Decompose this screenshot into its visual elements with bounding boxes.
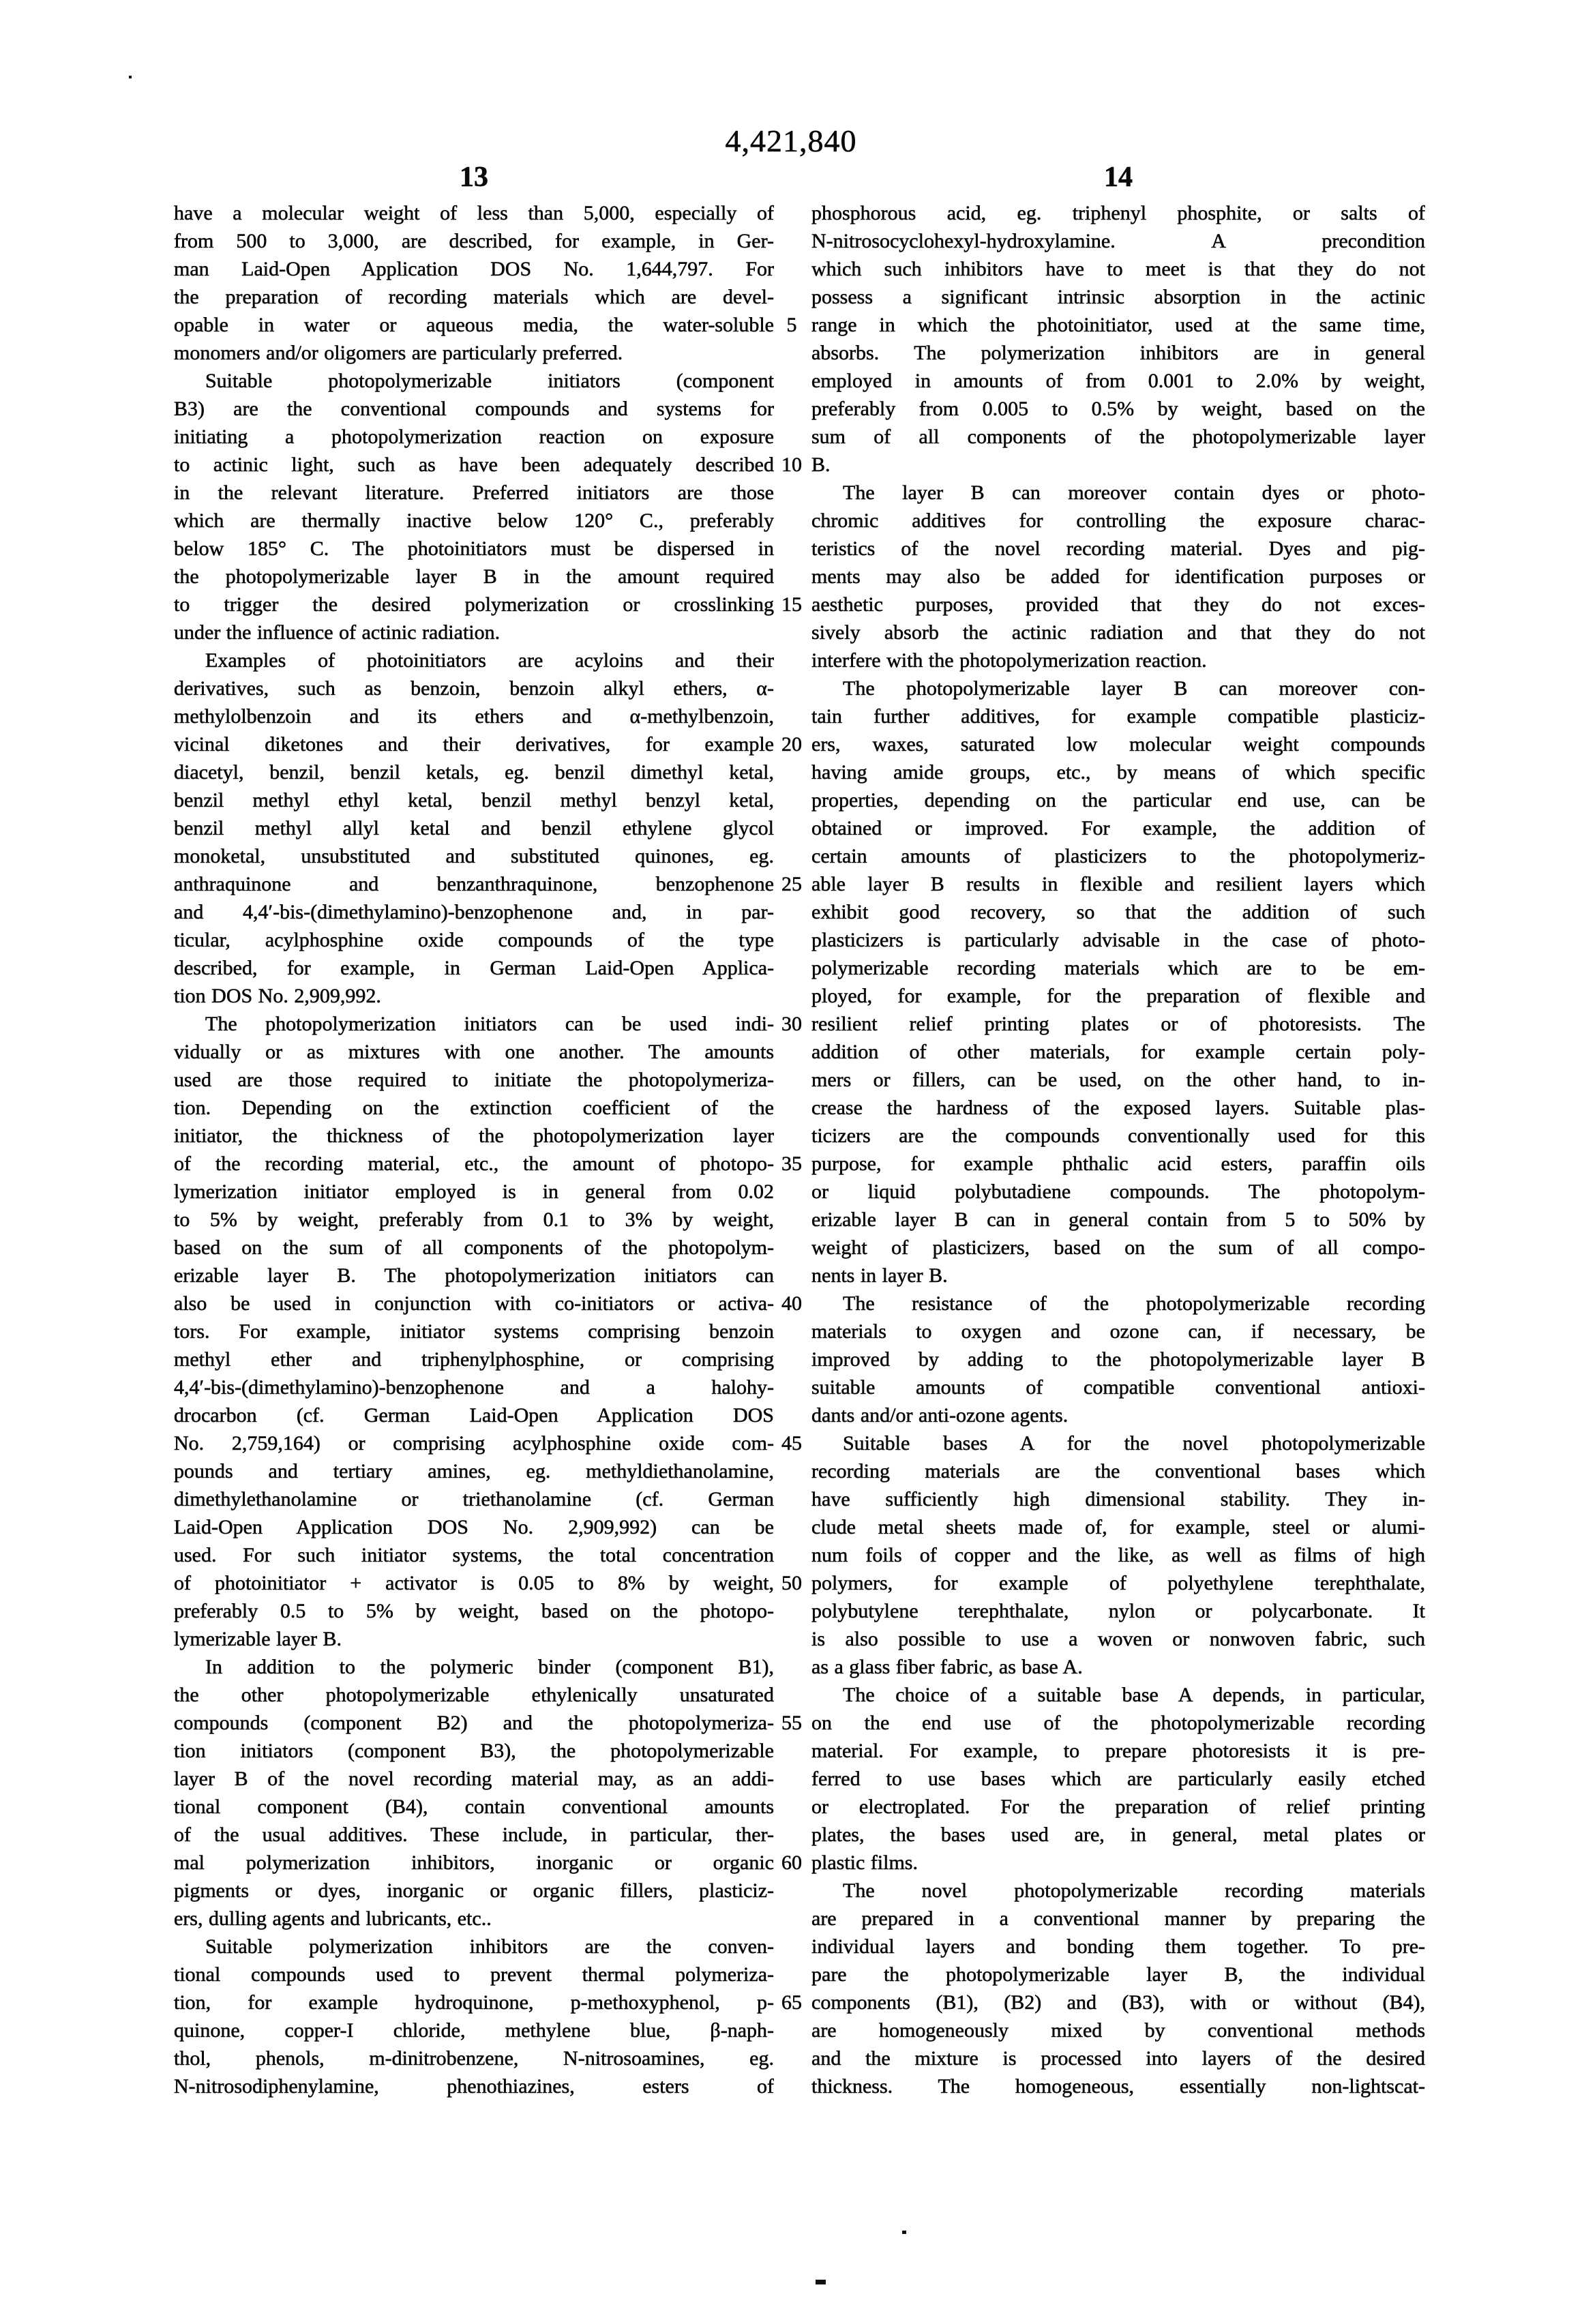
text-line: phosphorous acid, eg. triphenyl phosphite, or salts of	[811, 202, 1425, 224]
text-line: chromic additives for controlling the exposure charac-	[811, 509, 1425, 532]
text-line: on the end use of the photopolymerizable recording	[811, 1712, 1425, 1734]
scan-speck	[816, 2280, 826, 2284]
column-number-right: 14	[1104, 162, 1133, 193]
text-line: The layer B can moreover contain dyes or photo-	[843, 481, 1425, 504]
text-line: B3) are the conventional compounds and systems for	[174, 398, 774, 420]
text-line: The choice of a suitable base A depends, in particular,	[843, 1684, 1425, 1706]
text-line: methyl ether and triphenylphosphine, or comprising	[174, 1348, 774, 1371]
text-line: The resistance of the photopolymerizable recording	[843, 1292, 1425, 1315]
text-line: lymerization initiator employed is in general from 0.02	[174, 1180, 774, 1203]
text-line: based on the sum of all components of the photopolym-	[174, 1236, 774, 1259]
text-line: components (B1), (B2) and (B3), with or without (B4),	[811, 1991, 1425, 2014]
text-line: or electroplated. For the preparation of relief printing	[811, 1796, 1425, 1818]
text-line: addition of other materials, for example certain poly-	[811, 1041, 1425, 1063]
text-line: The photopolymerization initiators can be used indi-	[205, 1013, 774, 1035]
text-line: range in which the photoinitiator, used at the same time,	[811, 314, 1425, 336]
text-line: lymerizable layer B.	[174, 1628, 342, 1650]
text-line: tion. Depending on the extinction coefficient of the	[174, 1097, 774, 1119]
text-line: under the influence of actinic radiation.	[174, 621, 501, 644]
text-line: materials to oxygen and ozone can, if necessary, be	[811, 1320, 1425, 1343]
text-line: mers or fillers, can be used, on the other hand, to in-	[811, 1069, 1425, 1091]
text-line: nents in layer B.	[811, 1264, 948, 1287]
text-line: obtained or improved. For example, the addition of	[811, 817, 1425, 839]
line-number: 10	[781, 453, 802, 476]
text-line: also be used in conjunction with co-initiators or activa-	[174, 1292, 774, 1315]
text-line: ers, dulling agents and lubricants, etc..	[174, 1907, 492, 1930]
text-line: are homogeneously mixed by conventional methods	[811, 2019, 1425, 2042]
text-line: employed in amounts of from 0.001 to 2.0% by weight,	[811, 370, 1425, 392]
line-number: 50	[781, 1572, 802, 1594]
text-line: derivatives, such as benzoin, benzoin alkyl ethers, α-	[174, 677, 774, 700]
text-line: No. 2,759,164) or comprising acylphosphine oxide com-	[174, 1432, 774, 1455]
text-line: thol, phenols, m-dinitrobenzene, N-nitrosoamines, eg.	[174, 2047, 774, 2070]
text-line: have sufficiently high dimensional stability. They in-	[811, 1488, 1425, 1510]
text-line: the other photopolymerizable ethylenically unsaturated	[174, 1684, 774, 1706]
line-number: 25	[781, 873, 802, 895]
text-line: preferably 0.5 to 5% by weight, based on the photopo-	[174, 1600, 774, 1622]
text-line: tors. For example, initiator systems comprising benzoin	[174, 1320, 774, 1343]
text-line: teristics of the novel recording material. Dyes and pig-	[811, 537, 1425, 560]
text-line: properties, depending on the particular end use, can be	[811, 789, 1425, 811]
text-line: benzil methyl allyl ketal and benzil ethylene glycol	[174, 817, 774, 839]
text-line: mal polymerization inhibitors, inorganic or organic	[174, 1851, 774, 1874]
text-line: tion DOS No. 2,909,992.	[174, 985, 381, 1007]
text-line: dimethylethanolamine or triethanolamine (cf. German	[174, 1488, 774, 1510]
text-line: sively absorb the actinic radiation and that they do not	[811, 621, 1425, 644]
text-line: described, for example, in German Laid-Open Applica-	[174, 957, 774, 979]
text-line: material. For example, to prepare photoresists it is pre-	[811, 1740, 1425, 1762]
text-line: of the recording material, etc., the amount of photopo-	[174, 1152, 774, 1175]
line-number: 5	[786, 314, 797, 336]
text-line: anthraquinone and benzanthraquinone, benzophenone	[174, 873, 774, 895]
text-line: able layer B results in flexible and resilient layers which	[811, 873, 1425, 895]
text-line: B.	[811, 453, 831, 476]
text-line: Examples of photoinitiators are acyloins and their	[205, 649, 774, 672]
text-line: Suitable photopolymerizable initiators (component	[205, 370, 774, 392]
text-line: the photopolymerizable layer B in the amount required	[174, 565, 774, 588]
text-line: monomers and/or oligomers are particularly preferred.	[174, 342, 623, 364]
text-line: aesthetic purposes, provided that they do not exces-	[811, 593, 1425, 616]
text-line: Suitable polymerization inhibitors are the conven-	[205, 1935, 774, 1958]
text-line: benzil methyl ethyl ketal, benzil methyl benzyl ketal,	[174, 789, 774, 811]
text-line: initiating a photopolymerization reaction on exposure	[174, 426, 774, 448]
scan-speck	[129, 76, 132, 78]
text-line: plasticizers is particularly advisable in the case of photo-	[811, 929, 1425, 951]
column-number-left: 13	[460, 162, 488, 193]
text-line: ers, waxes, saturated low molecular weight compounds	[811, 733, 1425, 756]
text-line: drocarbon (cf. German Laid-Open Application DOS	[174, 1404, 774, 1427]
text-line: polymerizable recording materials which are to be em-	[811, 957, 1425, 979]
text-line: The photopolymerizable layer B can moreover con-	[843, 677, 1425, 700]
text-line: sum of all components of the photopolymerizable layer	[811, 426, 1425, 448]
text-line: to trigger the desired polymerization or crosslinking	[174, 593, 774, 616]
text-line: improved by adding to the photopolymerizable layer B	[811, 1348, 1425, 1371]
text-line: to 5% by weight, preferably from 0.1 to 3% by weight,	[174, 1208, 774, 1231]
text-line: clude metal sheets made of, for example, steel or alumi-	[811, 1516, 1425, 1538]
text-line: is also possible to use a woven or nonwoven fabric, such	[811, 1628, 1425, 1650]
text-line: ferred to use bases which are particularly easily etched	[811, 1768, 1425, 1790]
text-line: of photoinitiator + activator is 0.05 to 8% by weight,	[174, 1572, 774, 1594]
text-line: initiator, the thickness of the photopolymerization layer	[174, 1124, 774, 1147]
line-number: 65	[781, 1991, 802, 2014]
text-line: Laid-Open Application DOS No. 2,909,992) can be	[174, 1516, 774, 1538]
text-line: erizable layer B can in general contain from 5 to 50% by	[811, 1208, 1425, 1231]
line-number: 40	[781, 1292, 802, 1315]
text-line: pigments or dyes, inorganic or organic fillers, plasticiz-	[174, 1879, 774, 1902]
text-line: methylolbenzoin and its ethers and α-methylbenzoin,	[174, 705, 774, 728]
text-line: recording materials are the conventional bases which	[811, 1460, 1425, 1483]
text-line: thickness. The homogeneous, essentially non-lightscat-	[811, 2075, 1425, 2098]
text-line: tain further additives, for example compatible plasticiz-	[811, 705, 1425, 728]
text-line: monoketal, unsubstituted and substituted quinones, eg.	[174, 845, 774, 867]
text-line: vidually or as mixtures with one another. The amounts	[174, 1041, 774, 1063]
scan-speck	[902, 2231, 906, 2234]
text-line: pounds and tertiary amines, eg. methyldiethanolamine,	[174, 1460, 774, 1483]
column-left-text	[174, 199, 774, 2100]
text-line: ments may also be added for identification purposes or	[811, 565, 1425, 588]
text-line: are prepared in a conventional manner by preparing the	[811, 1907, 1425, 1930]
text-line: diacetyl, benzil, benzil ketals, eg. benzil dimethyl ketal,	[174, 761, 774, 784]
text-line: num foils of copper and the like, as well as films of high	[811, 1544, 1425, 1566]
line-number: 20	[781, 733, 802, 756]
text-line: or liquid polybutadiene compounds. The photopolym-	[811, 1180, 1425, 1203]
line-number: 55	[781, 1712, 802, 1734]
column-right-text	[811, 199, 1425, 2100]
text-line: polybutylene terephthalate, nylon or polycarbonate. It	[811, 1600, 1425, 1622]
text-line: and 4,4′-bis-(dimethylamino)-benzophenone and, in par-	[174, 901, 774, 923]
text-line: opable in water or aqueous media, the water-soluble	[174, 314, 774, 336]
line-number: 60	[781, 1851, 802, 1874]
text-line: as a glass fiber fabric, as base A.	[811, 1656, 1083, 1678]
text-line: absorbs. The polymerization inhibitors are in general	[811, 342, 1425, 364]
text-line: Suitable bases A for the novel photopolymerizable	[843, 1432, 1425, 1455]
line-number: 35	[781, 1152, 802, 1175]
text-line: compounds (component B2) and the photopolymeriza-	[174, 1712, 774, 1734]
text-line: used. For such initiator systems, the total concentration	[174, 1544, 774, 1566]
patent-number: 4,421,840	[725, 123, 857, 158]
text-line: layer B of the novel recording material may, as an addi-	[174, 1768, 774, 1790]
text-line: N-nitrosodiphenylamine, phenothiazines, esters of	[174, 2075, 774, 2098]
text-line: purpose, for example phthalic acid esters, paraffin oils	[811, 1152, 1425, 1175]
text-line: in the relevant literature. Preferred initiators are those	[174, 481, 774, 504]
text-line: polymers, for example of polyethylene terephthalate,	[811, 1572, 1425, 1594]
text-line: possess a significant intrinsic absorption in the actinic	[811, 286, 1425, 308]
line-number-gutter	[773, 199, 811, 2109]
text-line: 4,4′-bis-(dimethylamino)-benzophenone and a halohy-	[174, 1376, 774, 1399]
text-line: and the mixture is processed into layers of the desired	[811, 2047, 1425, 2070]
text-line: exhibit good recovery, so that the addition of such	[811, 901, 1425, 923]
text-line: ployed, for example, for the preparation of flexible and	[811, 985, 1425, 1007]
text-line: pare the photopolymerizable layer B, the individual	[811, 1963, 1425, 1986]
text-line: erizable layer B. The photopolymerization initiators can	[174, 1264, 774, 1287]
text-line: resilient relief printing plates or of photoresists. The	[811, 1013, 1425, 1035]
text-line: quinone, copper-I chloride, methylene blue, β-naph-	[174, 2019, 774, 2042]
line-number: 15	[781, 593, 802, 616]
text-line: crease the hardness of the exposed layers. Suitable plas-	[811, 1097, 1425, 1119]
text-line: below 185° C. The photoinitiators must be dispersed in	[174, 537, 774, 560]
text-line: individual layers and bonding them together. To pre-	[811, 1935, 1425, 1958]
text-line: having amide groups, etc., by means of which specific	[811, 761, 1425, 784]
text-line: ticizers are the compounds conventionally used for this	[811, 1124, 1425, 1147]
text-line: have a molecular weight of less than 5,000, especially of	[174, 202, 774, 224]
text-line: tional component (B4), contain conventional amounts	[174, 1796, 774, 1818]
text-line: the preparation of recording materials which are devel-	[174, 286, 774, 308]
line-number: 45	[781, 1432, 802, 1455]
text-line: ticular, acylphosphine oxide compounds of the type	[174, 929, 774, 951]
line-number: 30	[781, 1013, 802, 1035]
text-line: interfere with the photopolymerization reaction.	[811, 649, 1207, 672]
text-line: which are thermally inactive below 120° C., preferably	[174, 509, 774, 532]
text-line: tional compounds used to prevent thermal polymeriza-	[174, 1963, 774, 1986]
text-line: certain amounts of plasticizers to the photopolymeriz-	[811, 845, 1425, 867]
text-line: The novel photopolymerizable recording materials	[843, 1879, 1425, 1902]
text-line: suitable amounts of compatible conventional antioxi-	[811, 1376, 1425, 1399]
text-line: to actinic light, such as have been adequately described	[174, 453, 774, 476]
text-line: man Laid-Open Application DOS No. 1,644,797. For	[174, 258, 774, 280]
text-line: plastic films.	[811, 1851, 918, 1874]
text-line: In addition to the polymeric binder (component B1),	[205, 1656, 774, 1678]
text-line: from 500 to 3,000, are described, for example, in Ger-	[174, 230, 774, 252]
text-line: tion initiators (component B3), the photopolymerizable	[174, 1740, 774, 1762]
text-line: vicinal diketones and their derivatives, for example	[174, 733, 774, 756]
text-line: which such inhibitors have to meet is that they do not	[811, 258, 1425, 280]
text-line: used are those required to initiate the photopolymeriza-	[174, 1069, 774, 1091]
text-line: N-nitrosocyclohexyl-hydroxylamine. A precondition	[811, 230, 1425, 252]
text-line: preferably from 0.005 to 0.5% by weight, based on the	[811, 398, 1425, 420]
text-line: plates, the bases used are, in general, metal plates or	[811, 1823, 1425, 1846]
text-line: tion, for example hydroquinone, p-methoxyphenol, p-	[174, 1991, 774, 2014]
text-line: of the usual additives. These include, in particular, ther-	[174, 1823, 774, 1846]
text-line: dants and/or anti-ozone agents.	[811, 1404, 1069, 1427]
text-line: weight of plasticizers, based on the sum of all compo-	[811, 1236, 1425, 1259]
